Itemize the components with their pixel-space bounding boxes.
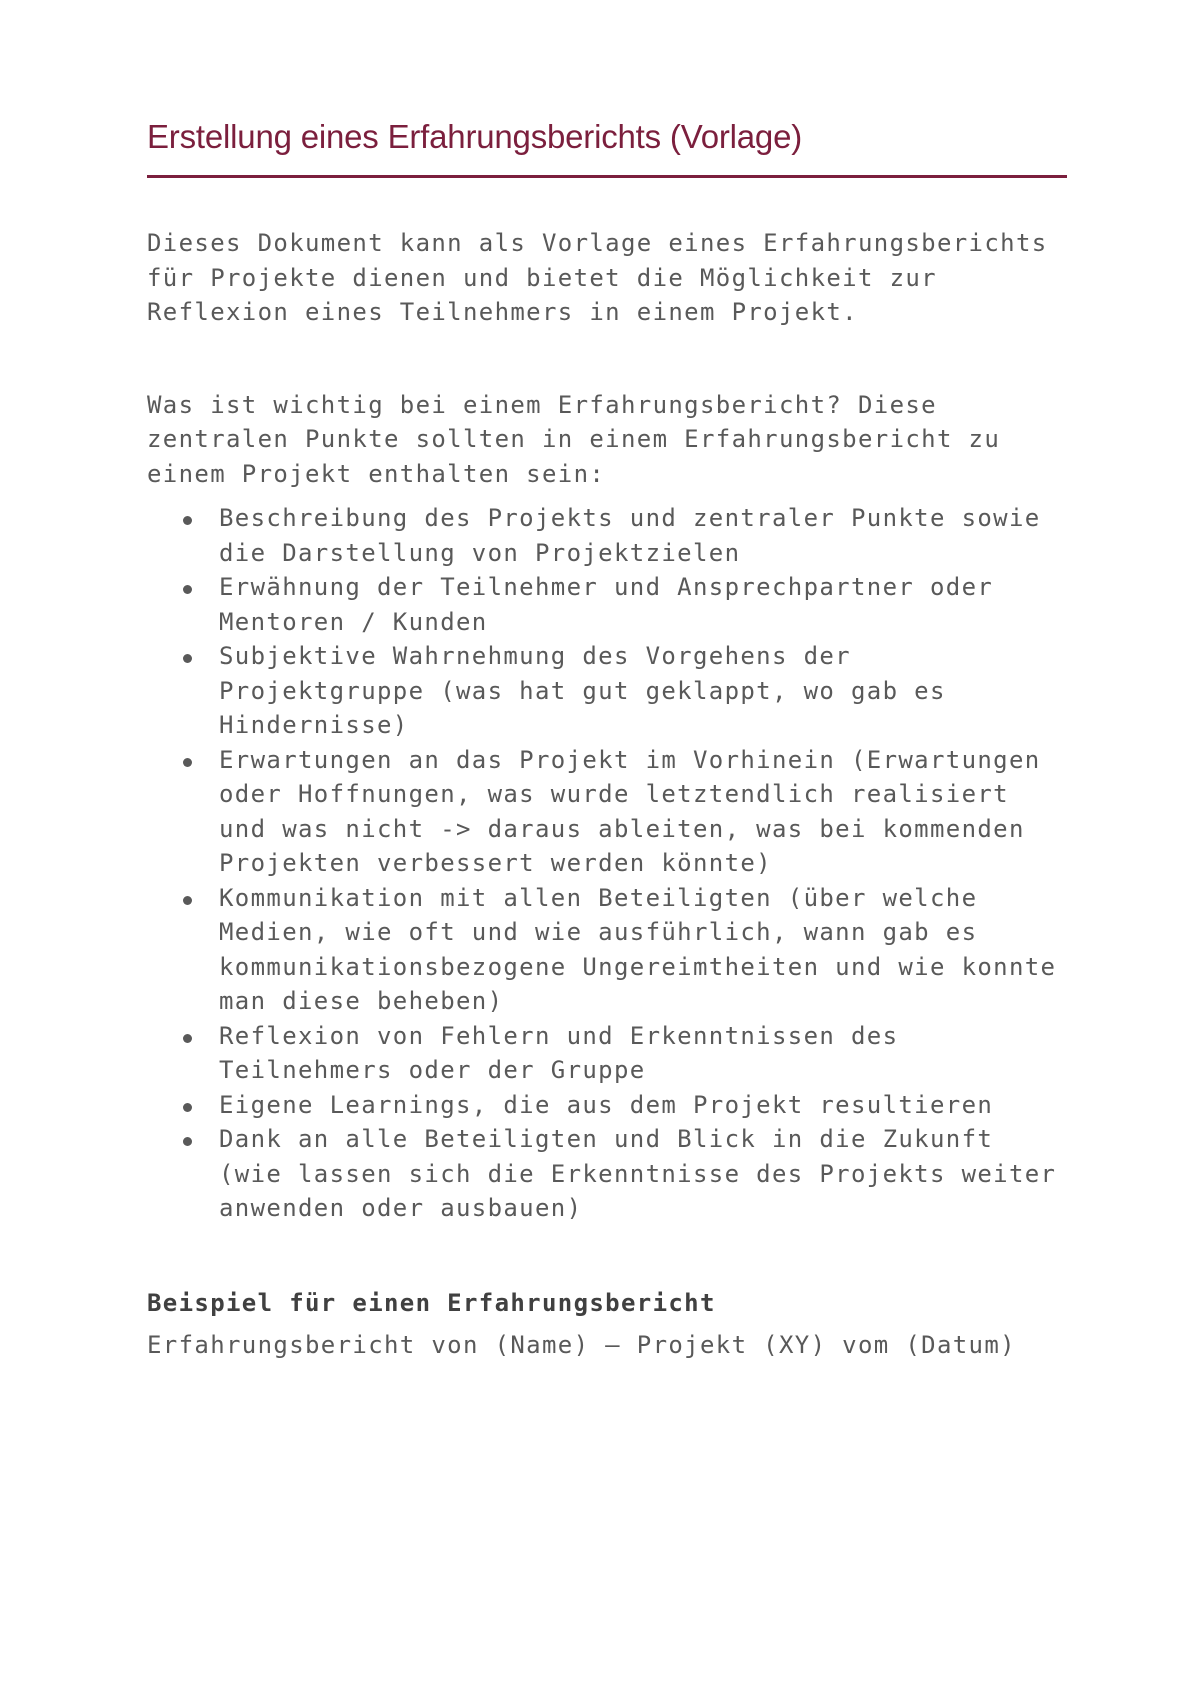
list-item	[147, 501, 1067, 570]
list-item-text: Erwähnung der Teilnehmer und Ansprechpartner oder Mentoren / Kunden	[219, 573, 994, 636]
list-item	[147, 1122, 1067, 1226]
list-item-text: Kommunikation mit allen Beteiligten (über welche Medien, wie oft und wie ausführlich, wann gab es kommunikationsbezogene Ungereimtheiten und wie konnte man diese beheben)	[219, 883, 1057, 1016]
list-item	[147, 881, 1067, 1019]
bullet-icon	[183, 1103, 192, 1112]
bullet-icon	[183, 654, 192, 663]
list-item	[147, 743, 1067, 881]
example-report-line: Erfahrungsbericht von (Name) – Projekt (XY) vom (Datum)	[147, 1331, 1016, 1360]
list-item-text: Reflexion von Fehlern und Erkenntnissen des Teilnehmers oder der Gruppe	[219, 1021, 899, 1085]
list-item-text: Subjektive Wahrnehmung des Vorgehens der Projektgruppe (was hat gut geklappt, wo gab es Hindernisse)	[219, 642, 946, 740]
list-item-text: Beschreibung des Projekts und zentraler Punkte sowie die Darstellung von Projektzielen	[219, 504, 1041, 567]
list-item	[147, 639, 1067, 743]
bullet-icon	[183, 896, 192, 905]
example-heading: Beispiel für einen Erfahrungsbericht	[147, 1288, 716, 1317]
bullet-icon	[183, 516, 192, 525]
key-points-list	[147, 501, 1067, 1226]
list-item	[147, 1019, 1067, 1088]
list-item-text: Dank an alle Beteiligten und Blick in die Zukunft (wie lassen sich die Erkenntnisse des Projekts weiter anwenden oder ausbauen)	[219, 1125, 1057, 1223]
question-paragraph: Was ist wichtig bei einem Erfahrungsbericht? Diese zentralen Punkte sollten in einem Erfahrungsbericht zu einem Projekt enthalten sein:	[147, 390, 1001, 488]
bullet-icon	[183, 758, 192, 767]
list-item	[147, 1088, 1067, 1123]
list-item-text: Eigene Learnings, die aus dem Projekt resultieren	[219, 1090, 994, 1119]
bullet-icon	[183, 1034, 192, 1043]
title-underline	[147, 175, 1067, 178]
bullet-icon	[183, 1137, 192, 1146]
intro-paragraph: Dieses Dokument kann als Vorlage eines Erfahrungsberichts für Projekte dienen und bietet die Möglichkeit zur Reflexion eines Teilnehmers in einem Projekt.	[147, 229, 1048, 327]
list-item-text: Erwartungen an das Projekt im Vorhinein (Erwartungen oder Hoffnungen, was wurde letztendlich realisiert und was nicht -> daraus ableiten, was bei kommenden Projekten verbessert werden könnte)	[219, 745, 1041, 878]
bullet-icon	[183, 585, 192, 594]
document-title: Erstellung eines Erfahrungsberichts (Vorlage)	[147, 118, 803, 155]
document-content	[147, 116, 1067, 1363]
list-item	[147, 570, 1067, 639]
